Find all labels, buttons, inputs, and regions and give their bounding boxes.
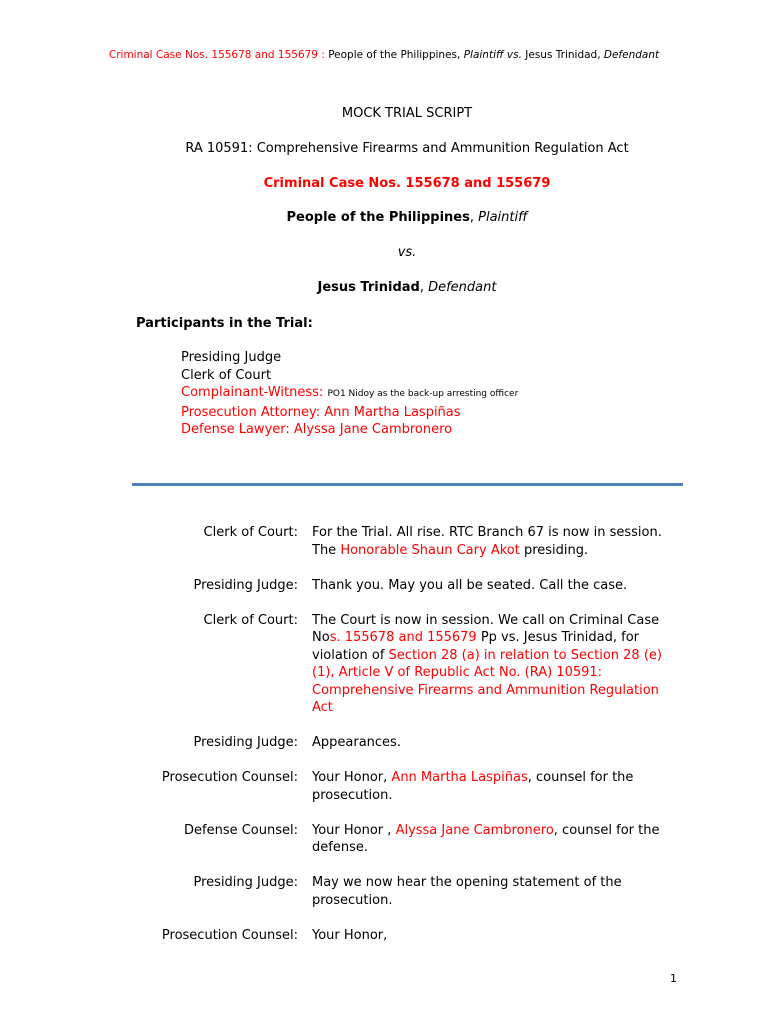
dialogue-line [0,927,768,945]
speech-highlight: s. 155678 and 155679 [329,630,477,645]
speech-highlight: Alyssa Jane Cambronero [395,822,554,838]
speaker: Presiding Judge: [193,875,298,890]
participant-defense: Defense Lawyer: Alyssa Jane Cambronero [181,422,453,437]
speech-text: , counsel for the defense. [312,822,660,855]
dialogue-line [0,769,768,804]
versus: vs. [397,245,417,260]
speech-highlight: Ann Martha Laspiñas [391,770,528,785]
dialogue-line [0,822,768,857]
speaker: Clerk of Court: [203,525,298,540]
dialogue-line [0,612,768,717]
speaker: Presiding Judge: [193,577,298,593]
speech [312,822,670,857]
speech-text: , counsel for the prosecution. [312,770,634,803]
participant-judge: Presiding Judge [181,350,282,365]
dialogue-line [0,524,768,559]
running-header [0,49,768,61]
speech-text: The Court is now in session. We call on Criminal Case No [312,612,660,645]
plaintiff-line: People of the Philippines, Plaintiff [286,210,528,225]
defendant-role: Defendant [428,280,497,295]
speech: May we now hear the opening statement of the prosecution. [312,875,622,908]
case-numbers: Criminal Case Nos. 155678 and 155679 [263,176,551,191]
speech [312,612,670,717]
speech-text: presiding. [519,542,589,558]
ra-title: RA 10591: Comprehensive Firearms and Ammunition Regulation Act [185,141,629,156]
speech [312,769,670,804]
speaker: Defense Counsel: [184,822,298,838]
header-vs: vs. [503,49,526,61]
header-people: People of the Philippines, [324,49,464,61]
header-case: Criminal Case Nos. 155678 and 155679 : [108,49,325,61]
participant-prosecution: Prosecution Attorney: Ann Martha Laspiñas [181,404,461,420]
header-defendant-name: Jesus Trinidad, [525,49,604,61]
speech: Your Honor, [312,927,388,943]
participant-witness [181,384,518,404]
speech-text: Pp vs. Jesus Trinidad, for violation of [312,630,639,663]
speech-highlight: Honorable Shaun Cary Akot [340,542,520,558]
speech [312,524,670,559]
speech-text: Your Honor , [312,822,396,838]
dialogue-line [0,577,768,595]
header-defendant: Defendant [603,49,660,61]
defendant-name: Jesus Trinidad [317,280,420,295]
section-divider [132,483,683,486]
speech-highlight: Section 28 (a) in relation to Section 28 (e) (1), Article V of Republic Act No. (RA) 10591: Comprehensive Firearms and Ammunition Regulation Act [312,647,662,715]
speaker: Prosecution Counsel: [161,927,298,943]
participants-list [181,349,518,439]
defendant-line: Jesus Trinidad, Defendant [317,280,497,295]
participant-clerk: Clerk of Court [181,367,272,383]
speech-text: Your Honor, [312,770,392,785]
header-plaintiff: Plaintiff [463,49,504,61]
speaker: Prosecution Counsel: [161,770,298,785]
witness-label: Complainant-Witness: [181,385,324,400]
plaintiff-name: People of the Philippines [286,210,470,225]
dialogue [0,524,768,962]
document-title: MOCK TRIAL SCRIPT [341,106,473,121]
speech: Thank you. May you all be seated. Call the case. [312,577,628,593]
speech-text: For the Trial. All rise. RTC Branch 67 is now in session. The [312,525,662,558]
dialogue-line [0,874,768,909]
dialogue-line [0,734,768,752]
speech: Appearances. [312,735,401,750]
speaker: Presiding Judge: [193,735,298,750]
participants-heading: Participants in the Trial: [136,316,313,331]
plaintiff-role: Plaintiff [478,210,528,225]
speaker: Clerk of Court: [203,612,298,628]
page-number: 1 [670,972,677,985]
witness-detail: PO1 Nidoy as the back-up arresting officer [327,389,519,399]
